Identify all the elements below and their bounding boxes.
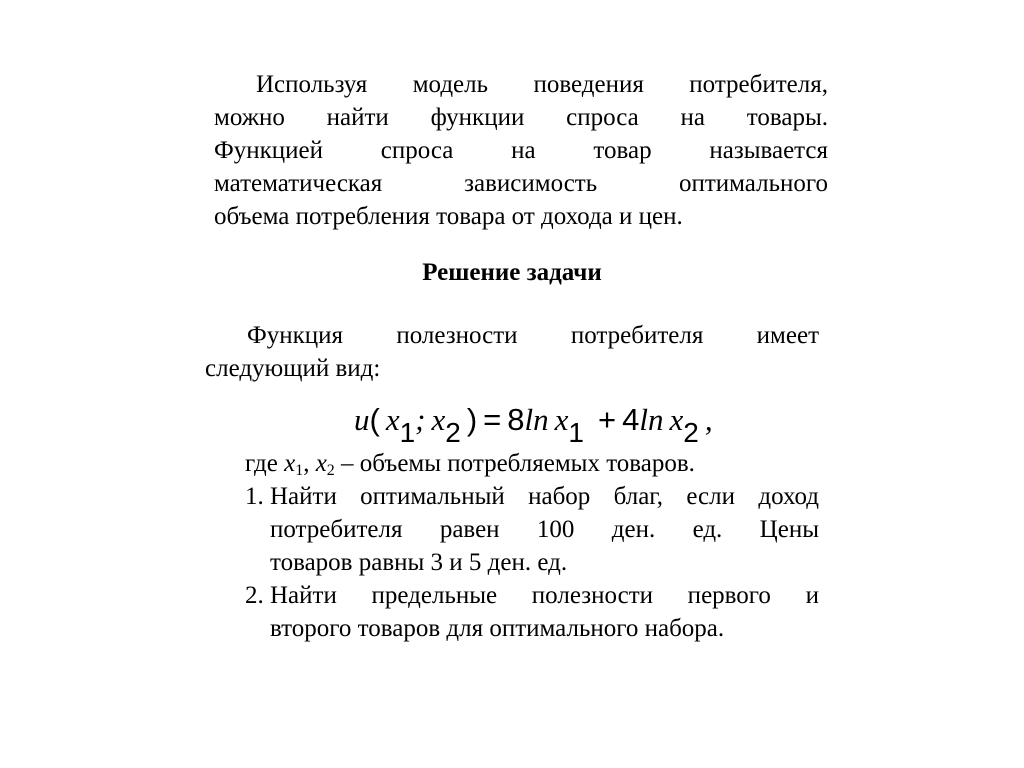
task-number: 2. xyxy=(245,582,264,609)
intro-line: Используя модель поведения потребителя, xyxy=(256,71,828,98)
formula-semicolon: ; xyxy=(415,402,426,437)
intro-line: можно найти функции спроса на товары. xyxy=(214,104,828,131)
variables-note xyxy=(245,447,695,480)
formula-plus: + xyxy=(598,402,617,437)
task-line: товаров равны 3 и 5 ден. ед. xyxy=(270,549,568,576)
formula-comma: , xyxy=(704,402,713,437)
where-sub2: 2 xyxy=(326,462,335,479)
where-sep: , xyxy=(303,450,316,477)
intro-line: Функцией спроса на товар называется xyxy=(214,137,828,164)
formula-equals: = xyxy=(483,402,502,437)
utility-line: следующий вид: xyxy=(205,355,381,382)
formula-ln2: ln xyxy=(639,402,664,437)
where-x1: x xyxy=(284,450,296,477)
where-suffix: – объемы потребляемых товаров. xyxy=(334,450,695,477)
formula-open-paren: ( xyxy=(369,402,380,437)
utility-formula xyxy=(354,400,774,448)
section-heading: Решение задачи xyxy=(422,259,602,286)
formula-sub2: 2 xyxy=(445,417,461,448)
task-line: потребителя равен 100 ден. ед. Цены xyxy=(270,516,819,543)
task-number: 1. xyxy=(245,483,264,510)
intro-line: объема потребления товара от дохода и цен. xyxy=(214,203,683,230)
formula-u: u xyxy=(354,402,370,437)
formula-x2: x xyxy=(431,402,446,437)
intro-line: математическая зависимость оптимального xyxy=(214,170,828,197)
utility-paragraph xyxy=(205,319,819,385)
formula-x1b: x xyxy=(554,402,569,437)
formula-coef2: 4 xyxy=(622,402,640,437)
list-item xyxy=(245,480,819,579)
task-line: второго товаров для оптимального набора. xyxy=(270,615,725,642)
utility-line: Функция полезности потребителя имеет xyxy=(247,322,819,349)
where-sub1: 1 xyxy=(295,462,304,479)
formula-sub2b: 2 xyxy=(683,417,699,448)
formula-sub1b: 1 xyxy=(568,417,584,448)
where-prefix: где xyxy=(245,450,278,477)
formula-close-paren: ) xyxy=(466,402,478,437)
formula-sub1: 1 xyxy=(399,417,416,448)
formula-coef1: 8 xyxy=(507,402,525,437)
task-line: Найти предельные полезности первого и xyxy=(270,582,819,609)
formula-x2b: x xyxy=(669,402,684,437)
intro-paragraph xyxy=(214,68,828,233)
formula-ln1: ln xyxy=(524,402,549,437)
list-item xyxy=(245,579,819,645)
task-list xyxy=(245,480,819,645)
where-x2: x xyxy=(315,450,327,477)
task-line: Найти оптимальный набор благ, если доход xyxy=(270,483,819,510)
formula-x1: x xyxy=(385,402,400,437)
